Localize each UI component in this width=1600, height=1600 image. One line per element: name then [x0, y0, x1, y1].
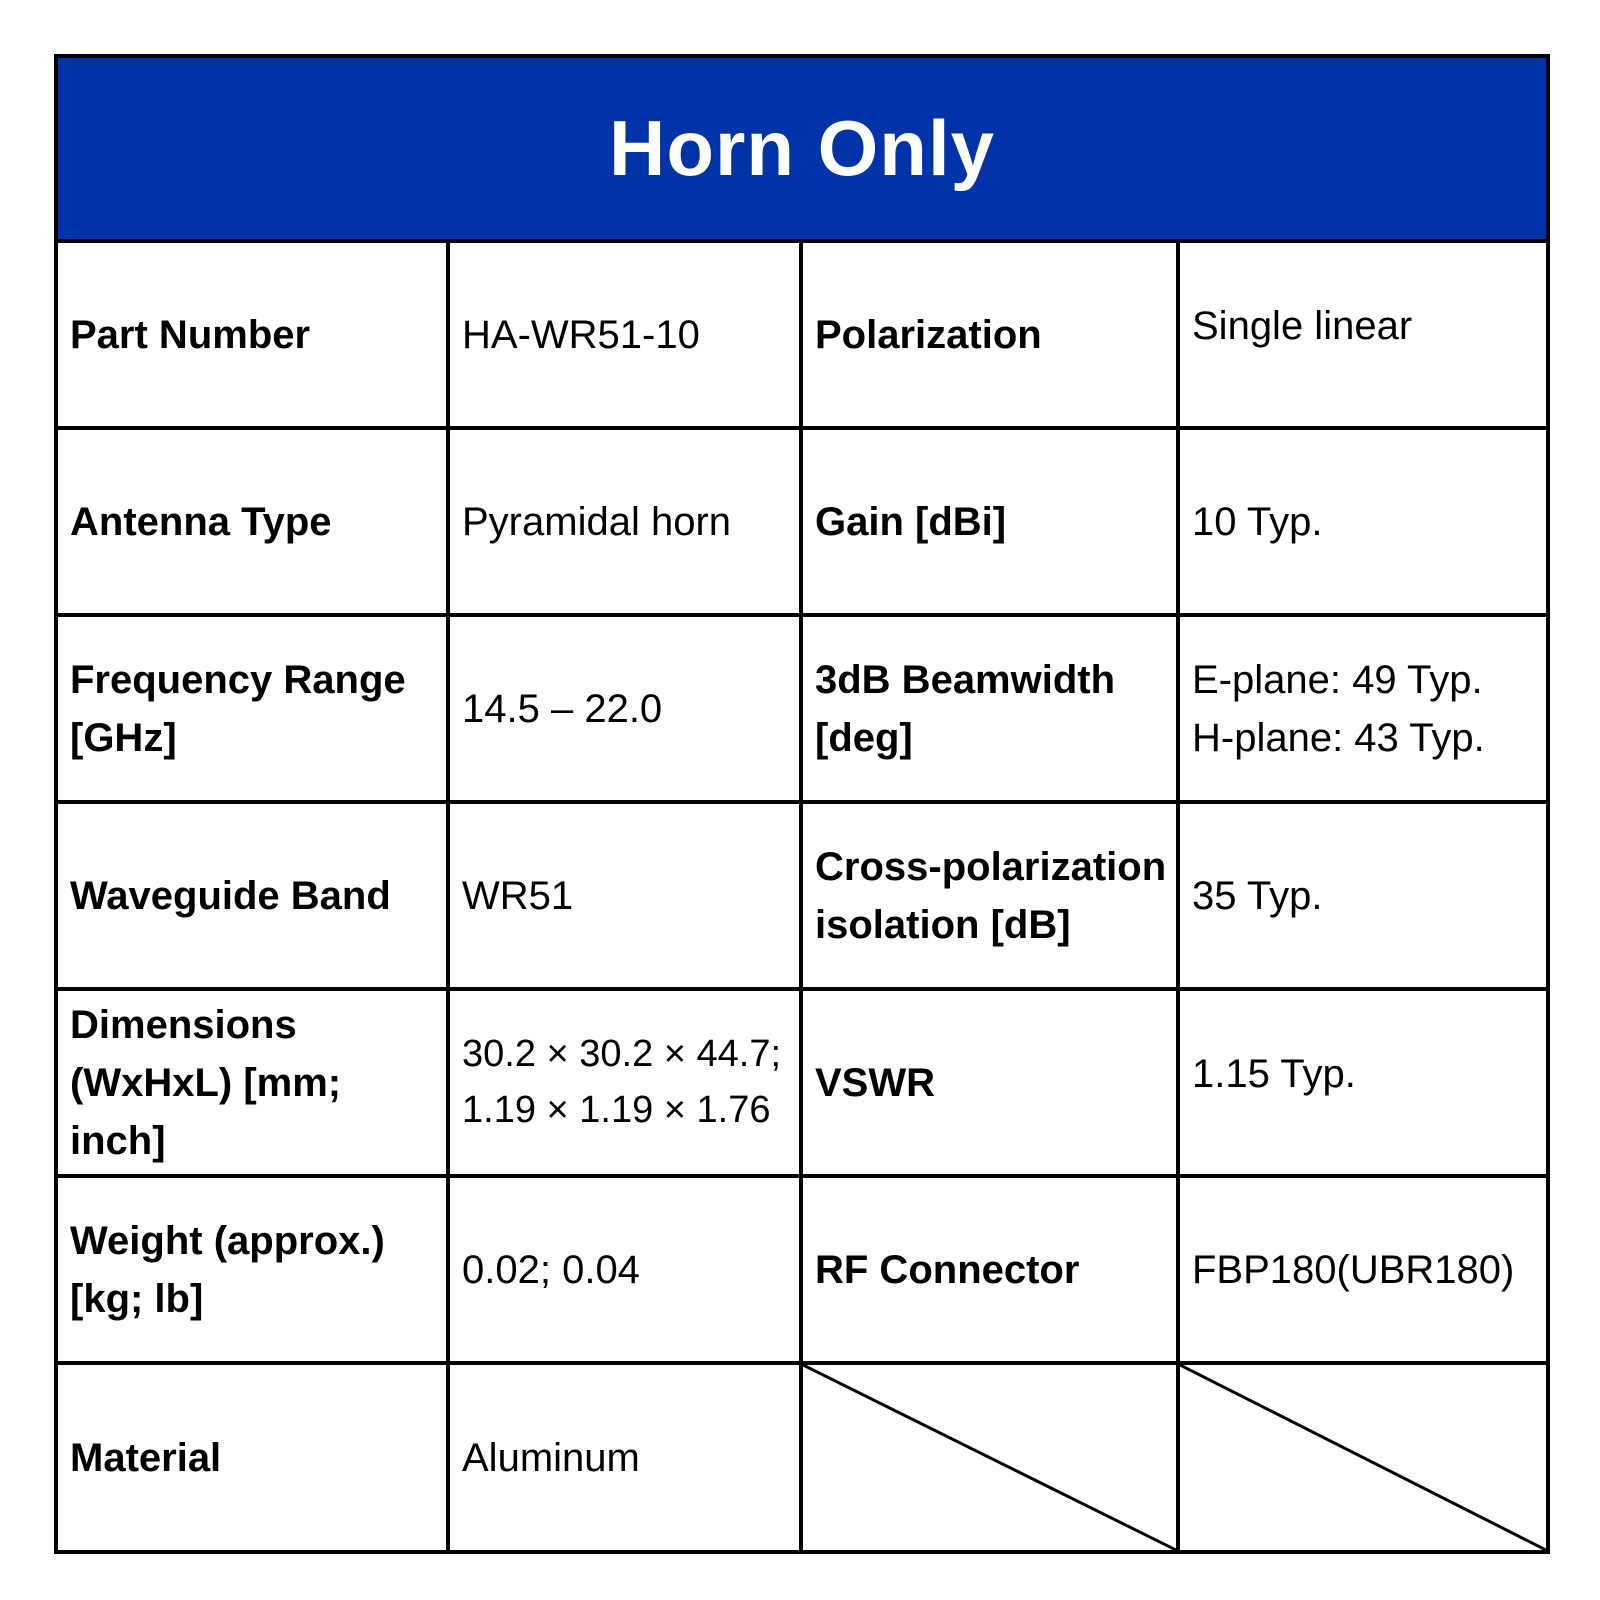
spec-value: Pyramidal horn: [462, 499, 732, 544]
label-cell: [58, 430, 450, 613]
spec-value: 1.15 Typ.: [1192, 1052, 1356, 1096]
value-cell: [1180, 243, 1546, 426]
table-row: [58, 991, 1546, 1178]
spec-value: 35 Typ.: [1192, 873, 1323, 918]
value-cell: [450, 1365, 803, 1550]
table-row: [58, 430, 1546, 617]
spec-value: 1.19 × 1.19 × 1.76: [462, 1088, 771, 1131]
spec-value: Single linear: [1192, 304, 1413, 348]
empty-cell: [1180, 1365, 1546, 1550]
label-cell: [803, 804, 1180, 987]
value-cell: [1180, 1178, 1546, 1361]
spec-label: Polarization: [815, 312, 1042, 357]
empty-cell: [803, 1365, 1180, 1550]
spec-value: 30.2 × 30.2 × 44.7;: [462, 1033, 782, 1076]
spec-value: Aluminum: [462, 1435, 640, 1480]
table-row: [58, 617, 1546, 804]
spec-label: Waveguide Band: [70, 873, 391, 918]
value-cell: [450, 1178, 803, 1361]
value-cell: [1180, 991, 1546, 1174]
spec-label: Gain [dBi]: [815, 499, 1007, 544]
spec-label: [deg]: [815, 715, 913, 760]
label-cell: [58, 617, 450, 800]
diagonal-slash: [803, 1365, 1176, 1550]
spec-label: RF Connector: [815, 1247, 1080, 1292]
value-cell: [1180, 804, 1546, 987]
diagonal-slash: [1180, 1365, 1546, 1550]
spec-label: Antenna Type: [70, 499, 332, 544]
spec-label: [GHz]: [70, 715, 177, 760]
table-row: [58, 1365, 1546, 1550]
table-row: [58, 804, 1546, 991]
spec-label: Weight (approx.): [70, 1218, 385, 1263]
value-cell: [450, 430, 803, 613]
table-title: Horn Only: [608, 104, 995, 192]
table-row: [58, 243, 1546, 430]
label-cell: [803, 243, 1180, 426]
label-cell: [803, 991, 1180, 1174]
spec-value: WR51: [462, 873, 574, 918]
label-cell: [58, 1365, 450, 1550]
spec-value: H-plane: 43 Typ.: [1192, 715, 1485, 760]
label-cell: [803, 1178, 1180, 1361]
value-cell: [450, 804, 803, 987]
spec-label: Cross-polarization: [815, 844, 1167, 889]
spec-label: Part Number: [70, 312, 311, 357]
spec-label: 3dB Beamwidth: [815, 657, 1116, 702]
spec-value: HA-WR51-10: [462, 312, 700, 357]
spec-value: FBP180(UBR180): [1192, 1247, 1515, 1292]
spec-label: Material: [70, 1435, 222, 1480]
value-cell: [450, 243, 803, 426]
label-cell: [58, 243, 450, 426]
value-cell: [450, 617, 803, 800]
value-cell: [1180, 430, 1546, 613]
spec-label: [kg; lb]: [70, 1276, 204, 1321]
spec-value: E-plane: 49 Typ.: [1192, 657, 1483, 702]
label-cell: [58, 991, 450, 1174]
spec-value: 0.02; 0.04: [462, 1247, 640, 1292]
spec-table: [54, 54, 1550, 1554]
spec-label: Frequency Range: [70, 657, 406, 702]
spec-label: isolation [dB]: [815, 902, 1071, 947]
value-cell: [1180, 617, 1546, 800]
table-row: [58, 1178, 1546, 1365]
table-header: [58, 58, 1546, 243]
label-cell: [58, 1178, 450, 1361]
label-cell: [803, 430, 1180, 613]
spec-value: 14.5 – 22.0: [462, 686, 663, 731]
spec-value: 10 Typ.: [1192, 499, 1323, 544]
value-cell: [450, 991, 803, 1174]
label-cell: [803, 617, 1180, 800]
spec-label: VSWR: [815, 1060, 935, 1105]
spec-label: (WxHxL) [mm; inch]: [70, 1060, 342, 1163]
label-cell: [58, 804, 450, 987]
spec-label: Dimensions: [70, 1002, 297, 1047]
